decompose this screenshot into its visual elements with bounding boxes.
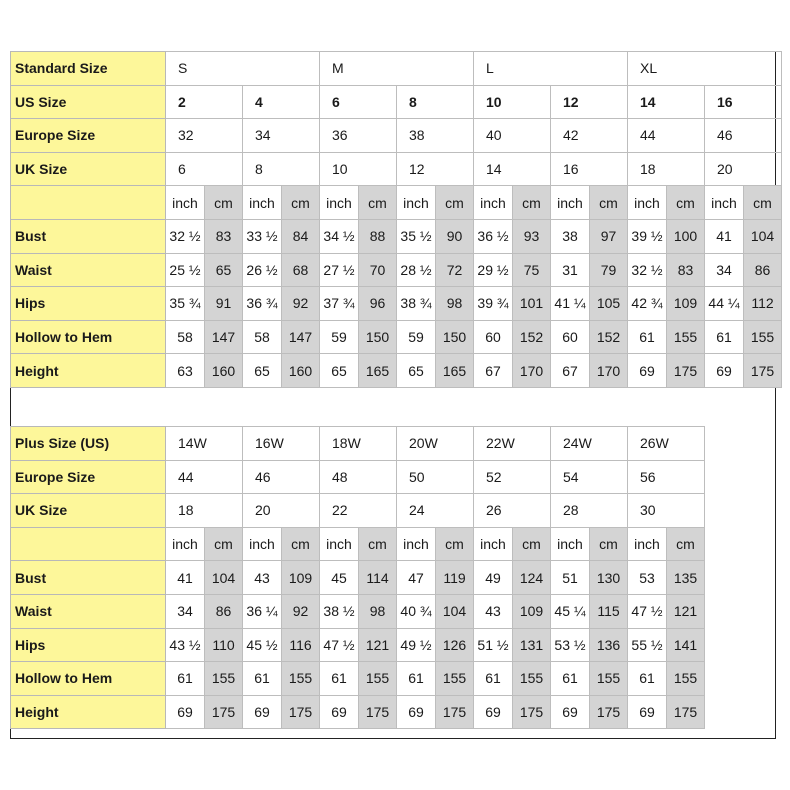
unit-cm: cm	[513, 527, 551, 561]
unit-cm: cm	[205, 527, 243, 561]
hollow-to-hem-inch: 61	[705, 320, 744, 354]
bust-inch: 32 ½	[166, 219, 205, 253]
uk-size-cell: 30	[628, 494, 705, 528]
unit-cm: cm	[667, 527, 705, 561]
hollow-to-hem-inch: 58	[166, 320, 205, 354]
waist-cm: 79	[590, 253, 628, 287]
us-size-cell: 16	[705, 85, 782, 119]
hips-cm: 105	[590, 287, 628, 321]
hips-inch: 38 ¾	[397, 287, 436, 321]
row-label-blank	[11, 186, 166, 220]
plus-size-cell: 26W	[628, 427, 705, 461]
waist-inch: 34	[166, 594, 205, 628]
row-label-hollow-to-hem: Hollow to Hem	[11, 320, 166, 354]
europe-size-cell: 34	[243, 119, 320, 153]
plus-bust-row	[11, 561, 705, 595]
hollow-to-hem-cm: 155	[667, 662, 705, 696]
us-size-cell: 10	[474, 85, 551, 119]
row-label-europe-size: Europe Size	[11, 460, 166, 494]
unit-inch: inch	[397, 527, 436, 561]
uk-size-cell: 28	[551, 494, 628, 528]
standard-size-xl: XL	[628, 52, 782, 86]
bust-inch: 45	[320, 561, 359, 595]
hollow-to-hem-inch: 58	[243, 320, 282, 354]
height-inch: 67	[474, 354, 513, 388]
hollow-to-hem-cm: 155	[744, 320, 782, 354]
waist-inch: 27 ½	[320, 253, 359, 287]
plus-size-row	[11, 427, 705, 461]
hollow-to-hem-inch: 61	[166, 662, 205, 696]
hips-inch: 51 ½	[474, 628, 513, 662]
us-size-cell: 4	[243, 85, 320, 119]
bust-inch: 38	[551, 219, 590, 253]
europe-size-cell: 46	[243, 460, 320, 494]
uk-size-cell: 18	[166, 494, 243, 528]
bust-cm: 109	[282, 561, 320, 595]
waist-inch: 40 ¾	[397, 594, 436, 628]
height-cm: 170	[513, 354, 551, 388]
bust-cm: 100	[667, 219, 705, 253]
row-label-uk-size: UK Size	[11, 494, 166, 528]
plus-waist-row	[11, 594, 705, 628]
plus-size-cell: 22W	[474, 427, 551, 461]
waist-inch: 28 ½	[397, 253, 436, 287]
bust-inch: 39 ½	[628, 219, 667, 253]
bust-cm: 83	[205, 219, 243, 253]
height-inch: 69	[551, 695, 590, 729]
hollow-to-hem-cm: 147	[282, 320, 320, 354]
hollow-to-hem-inch: 60	[474, 320, 513, 354]
europe-size-cell: 40	[474, 119, 551, 153]
hips-inch: 49 ½	[397, 628, 436, 662]
plus-size-cell: 24W	[551, 427, 628, 461]
hips-inch: 42 ¾	[628, 287, 667, 321]
unit-inch: inch	[397, 186, 436, 220]
unit-cm: cm	[744, 186, 782, 220]
bust-inch: 35 ½	[397, 219, 436, 253]
bust-cm: 135	[667, 561, 705, 595]
bust-inch: 49	[474, 561, 513, 595]
row-label-bust: Bust	[11, 219, 166, 253]
height-cm: 175	[359, 695, 397, 729]
bust-inch: 41	[705, 219, 744, 253]
hips-cm: 96	[359, 287, 397, 321]
uk-size-cell: 22	[320, 494, 397, 528]
hips-inch: 47 ½	[320, 628, 359, 662]
us-size-row	[11, 85, 782, 119]
unit-cm: cm	[436, 527, 474, 561]
standard-size-l: L	[474, 52, 628, 86]
plus-size-cell: 20W	[397, 427, 474, 461]
hollow-to-hem-row	[11, 320, 782, 354]
plus-hips-row	[11, 628, 705, 662]
hips-cm: 109	[667, 287, 705, 321]
unit-cm: cm	[282, 527, 320, 561]
us-size-cell: 6	[320, 85, 397, 119]
height-row	[11, 354, 782, 388]
europe-size-cell: 54	[551, 460, 628, 494]
waist-cm: 104	[436, 594, 474, 628]
waist-cm: 83	[667, 253, 705, 287]
uk-size-cell: 20	[705, 152, 782, 186]
uk-size-cell: 6	[166, 152, 243, 186]
hollow-to-hem-inch: 59	[320, 320, 359, 354]
bust-inch: 51	[551, 561, 590, 595]
unit-inch: inch	[628, 527, 667, 561]
height-inch: 65	[243, 354, 282, 388]
europe-size-cell: 46	[705, 119, 782, 153]
waist-inch: 25 ½	[166, 253, 205, 287]
row-label-bust: Bust	[11, 561, 166, 595]
hips-cm: 141	[667, 628, 705, 662]
unit-inch: inch	[166, 186, 205, 220]
hips-cm: 92	[282, 287, 320, 321]
uk-size-cell: 24	[397, 494, 474, 528]
unit-cm: cm	[205, 186, 243, 220]
hollow-to-hem-cm: 150	[359, 320, 397, 354]
waist-inch: 31	[551, 253, 590, 287]
plus-uk-size-row	[11, 494, 705, 528]
unit-cm: cm	[282, 186, 320, 220]
standard-size-m: M	[320, 52, 474, 86]
europe-size-cell: 32	[166, 119, 243, 153]
row-label-hips: Hips	[11, 287, 166, 321]
waist-cm: 75	[513, 253, 551, 287]
hollow-to-hem-cm: 155	[667, 320, 705, 354]
us-size-cell: 14	[628, 85, 705, 119]
uk-size-row	[11, 152, 782, 186]
bust-cm: 93	[513, 219, 551, 253]
hollow-to-hem-cm: 147	[205, 320, 243, 354]
height-inch: 65	[320, 354, 359, 388]
height-inch: 69	[474, 695, 513, 729]
waist-inch: 45 ¼	[551, 594, 590, 628]
hips-inch: 37 ¾	[320, 287, 359, 321]
hollow-to-hem-inch: 59	[397, 320, 436, 354]
us-size-cell: 2	[166, 85, 243, 119]
bust-inch: 34 ½	[320, 219, 359, 253]
uk-size-cell: 16	[551, 152, 628, 186]
height-cm: 160	[282, 354, 320, 388]
standard-size-row	[11, 52, 782, 86]
hollow-to-hem-cm: 155	[436, 662, 474, 696]
hips-cm: 116	[282, 628, 320, 662]
hollow-to-hem-inch: 61	[320, 662, 359, 696]
row-label-height: Height	[11, 695, 166, 729]
waist-inch: 26 ½	[243, 253, 282, 287]
unit-inch: inch	[320, 186, 359, 220]
waist-cm: 109	[513, 594, 551, 628]
row-label-hips: Hips	[11, 628, 166, 662]
plus-unit-row	[11, 527, 705, 561]
hips-inch: 53 ½	[551, 628, 590, 662]
europe-size-cell: 56	[628, 460, 705, 494]
europe-size-cell: 48	[320, 460, 397, 494]
hips-inch: 43 ½	[166, 628, 205, 662]
bust-cm: 104	[744, 219, 782, 253]
height-cm: 165	[436, 354, 474, 388]
waist-inch: 43	[474, 594, 513, 628]
bust-cm: 114	[359, 561, 397, 595]
plus-height-row	[11, 695, 705, 729]
uk-size-cell: 14	[474, 152, 551, 186]
waist-cm: 72	[436, 253, 474, 287]
bust-cm: 119	[436, 561, 474, 595]
height-inch: 63	[166, 354, 205, 388]
unit-cm: cm	[513, 186, 551, 220]
plus-size-table	[10, 426, 705, 729]
height-cm: 175	[667, 695, 705, 729]
bust-cm: 88	[359, 219, 397, 253]
hips-inch: 44 ¼	[705, 287, 744, 321]
waist-cm: 65	[205, 253, 243, 287]
row-label-us-size: US Size	[11, 85, 166, 119]
height-inch: 69	[397, 695, 436, 729]
hollow-to-hem-inch: 61	[628, 662, 667, 696]
standard-size-s: S	[166, 52, 320, 86]
waist-cm: 98	[359, 594, 397, 628]
height-cm: 175	[667, 354, 705, 388]
unit-cm: cm	[436, 186, 474, 220]
bust-cm: 84	[282, 219, 320, 253]
unit-inch: inch	[628, 186, 667, 220]
waist-cm: 70	[359, 253, 397, 287]
hollow-to-hem-cm: 155	[205, 662, 243, 696]
bust-row	[11, 219, 782, 253]
bust-cm: 130	[590, 561, 628, 595]
plus-size-cell: 14W	[166, 427, 243, 461]
hips-cm: 101	[513, 287, 551, 321]
europe-size-cell: 44	[628, 119, 705, 153]
unit-cm: cm	[590, 527, 628, 561]
hollow-to-hem-inch: 61	[243, 662, 282, 696]
hips-inch: 41 ¼	[551, 287, 590, 321]
hollow-to-hem-cm: 150	[436, 320, 474, 354]
unit-inch: inch	[705, 186, 744, 220]
bust-cm: 104	[205, 561, 243, 595]
height-inch: 69	[243, 695, 282, 729]
unit-row	[11, 186, 782, 220]
height-inch: 65	[397, 354, 436, 388]
row-label-plus-size: Plus Size (US)	[11, 427, 166, 461]
waist-inch: 38 ½	[320, 594, 359, 628]
unit-inch: inch	[243, 186, 282, 220]
plus-size-cell: 16W	[243, 427, 320, 461]
bust-inch: 53	[628, 561, 667, 595]
height-inch: 69	[628, 695, 667, 729]
unit-inch: inch	[551, 186, 590, 220]
row-label-hollow-to-hem: Hollow to Hem	[11, 662, 166, 696]
hollow-to-hem-cm: 155	[513, 662, 551, 696]
unit-cm: cm	[359, 527, 397, 561]
hollow-to-hem-inch: 61	[628, 320, 667, 354]
hips-inch: 35 ¾	[166, 287, 205, 321]
row-label-uk-size: UK Size	[11, 152, 166, 186]
hips-inch: 39 ¾	[474, 287, 513, 321]
europe-size-cell: 42	[551, 119, 628, 153]
hips-cm: 121	[359, 628, 397, 662]
waist-cm: 121	[667, 594, 705, 628]
hollow-to-hem-inch: 61	[397, 662, 436, 696]
height-inch: 69	[320, 695, 359, 729]
unit-inch: inch	[474, 527, 513, 561]
bust-cm: 97	[590, 219, 628, 253]
uk-size-cell: 10	[320, 152, 397, 186]
unit-inch: inch	[243, 527, 282, 561]
hips-cm: 131	[513, 628, 551, 662]
europe-size-cell: 52	[474, 460, 551, 494]
hips-cm: 126	[436, 628, 474, 662]
height-cm: 175	[436, 695, 474, 729]
row-label-waist: Waist	[11, 594, 166, 628]
bust-inch: 43	[243, 561, 282, 595]
europe-size-row	[11, 119, 782, 153]
waist-inch: 29 ½	[474, 253, 513, 287]
uk-size-cell: 8	[243, 152, 320, 186]
unit-inch: inch	[320, 527, 359, 561]
waist-cm: 92	[282, 594, 320, 628]
standard-size-table	[10, 51, 782, 388]
waist-cm: 68	[282, 253, 320, 287]
height-inch: 69	[705, 354, 744, 388]
height-cm: 175	[205, 695, 243, 729]
europe-size-cell: 44	[166, 460, 243, 494]
europe-size-cell: 38	[397, 119, 474, 153]
height-inch: 69	[628, 354, 667, 388]
bust-inch: 36 ½	[474, 219, 513, 253]
plus-size-cell: 18W	[320, 427, 397, 461]
hips-row	[11, 287, 782, 321]
waist-inch: 32 ½	[628, 253, 667, 287]
hollow-to-hem-cm: 155	[282, 662, 320, 696]
height-cm: 175	[282, 695, 320, 729]
waist-inch: 36 ¼	[243, 594, 282, 628]
europe-size-cell: 36	[320, 119, 397, 153]
row-label-standard-size: Standard Size	[11, 52, 166, 86]
us-size-cell: 12	[551, 85, 628, 119]
bust-inch: 47	[397, 561, 436, 595]
bust-inch: 33 ½	[243, 219, 282, 253]
row-label-waist: Waist	[11, 253, 166, 287]
waist-row	[11, 253, 782, 287]
height-cm: 175	[513, 695, 551, 729]
hollow-to-hem-cm: 155	[359, 662, 397, 696]
hips-inch: 36 ¾	[243, 287, 282, 321]
hollow-to-hem-cm: 155	[590, 662, 628, 696]
waist-inch: 34	[705, 253, 744, 287]
waist-cm: 115	[590, 594, 628, 628]
hips-cm: 91	[205, 287, 243, 321]
height-inch: 69	[166, 695, 205, 729]
uk-size-cell: 12	[397, 152, 474, 186]
hips-cm: 110	[205, 628, 243, 662]
waist-cm: 86	[205, 594, 243, 628]
hollow-to-hem-inch: 60	[551, 320, 590, 354]
hollow-to-hem-cm: 152	[590, 320, 628, 354]
waist-inch: 47 ½	[628, 594, 667, 628]
row-label-height: Height	[11, 354, 166, 388]
uk-size-cell: 20	[243, 494, 320, 528]
hips-inch: 55 ½	[628, 628, 667, 662]
height-cm: 165	[359, 354, 397, 388]
unit-cm: cm	[359, 186, 397, 220]
height-cm: 170	[590, 354, 628, 388]
unit-cm: cm	[590, 186, 628, 220]
unit-inch: inch	[551, 527, 590, 561]
us-size-cell: 8	[397, 85, 474, 119]
row-label-europe-size: Europe Size	[11, 119, 166, 153]
hollow-to-hem-inch: 61	[474, 662, 513, 696]
height-cm: 160	[205, 354, 243, 388]
height-inch: 67	[551, 354, 590, 388]
bust-inch: 41	[166, 561, 205, 595]
plus-hollow-to-hem-row	[11, 662, 705, 696]
hips-cm: 112	[744, 287, 782, 321]
bust-cm: 124	[513, 561, 551, 595]
height-cm: 175	[590, 695, 628, 729]
unit-inch: inch	[474, 186, 513, 220]
unit-inch: inch	[166, 527, 205, 561]
height-cm: 175	[744, 354, 782, 388]
uk-size-cell: 18	[628, 152, 705, 186]
hollow-to-hem-cm: 152	[513, 320, 551, 354]
europe-size-cell: 50	[397, 460, 474, 494]
unit-cm: cm	[667, 186, 705, 220]
row-label-blank	[11, 527, 166, 561]
hollow-to-hem-inch: 61	[551, 662, 590, 696]
uk-size-cell: 26	[474, 494, 551, 528]
hips-cm: 98	[436, 287, 474, 321]
plus-europe-size-row	[11, 460, 705, 494]
bust-cm: 90	[436, 219, 474, 253]
waist-cm: 86	[744, 253, 782, 287]
hips-inch: 45 ½	[243, 628, 282, 662]
hips-cm: 136	[590, 628, 628, 662]
